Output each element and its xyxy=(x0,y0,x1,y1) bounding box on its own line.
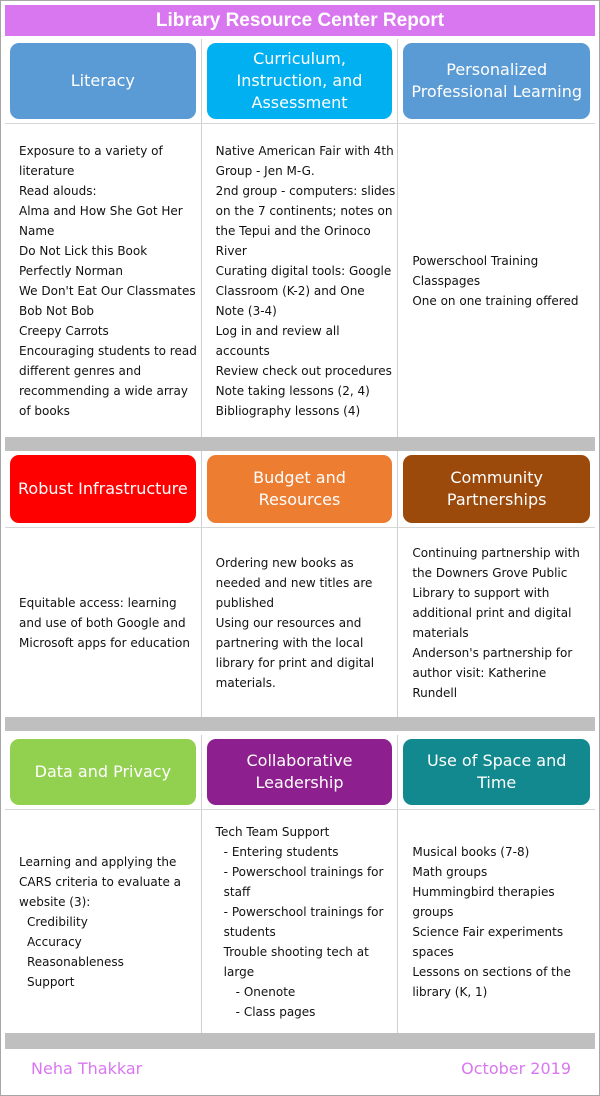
tile-cell xyxy=(202,451,399,527)
section-divider xyxy=(5,437,595,451)
content-line: Native American Fair with 4th Group - Jen M-G. xyxy=(215,143,394,178)
content-line: Alma and How She Got Her Name xyxy=(19,203,183,238)
content-list xyxy=(19,593,199,653)
section-1-content-row xyxy=(5,123,595,437)
content-line: Perfectly Norman xyxy=(19,263,123,278)
content-line: Accuracy xyxy=(27,934,82,949)
content-line: Review check out procedures xyxy=(215,363,392,378)
tile-robust-infrastructure: Robust Infrastructure xyxy=(10,455,196,523)
content-line: Musical books (7-8) xyxy=(412,844,530,859)
content-list xyxy=(412,251,578,311)
content-line: We Don't Eat Our Classmates xyxy=(19,283,196,298)
content-line: Support xyxy=(27,974,75,989)
content-line: Encouraging students to read different genres and recommending a wide array of books xyxy=(19,343,197,418)
tile-budget-and-resources: Budget and Resources xyxy=(207,455,393,523)
content-line: Reasonableness xyxy=(27,954,124,969)
content-line: Equitable access: learning and use of both Google and Microsoft apps for education xyxy=(19,595,190,650)
tile-cell xyxy=(202,39,399,123)
content-line: Bibliography lessons (4) xyxy=(215,403,361,418)
section-1-header-row xyxy=(5,39,595,123)
content-line: Read alouds: xyxy=(19,183,97,198)
content-line: - Entering students xyxy=(223,844,339,859)
content-list xyxy=(216,553,396,693)
content-line: - Onenote xyxy=(235,984,296,999)
section-divider xyxy=(5,1033,595,1049)
tile-cell xyxy=(398,451,595,527)
content-line: Science Fair experiments spaces xyxy=(412,924,564,959)
content-cell-budget xyxy=(202,528,399,717)
content-line: Tech Team Support xyxy=(215,824,330,839)
tile-curriculum-instruction-assessment: Curriculum, Instruction, and Assessment xyxy=(207,43,393,119)
content-cell-leadership xyxy=(202,810,399,1033)
content-line: Lessons on sections of the library (K, 1) xyxy=(412,964,571,999)
content-line: Creepy Carrots xyxy=(19,323,109,338)
tile-use-of-space-and-time: Use of Space and Time xyxy=(403,739,590,805)
content-line: Learning and applying the CARS criteria to evaluate a website (3): xyxy=(19,854,181,909)
content-line: Using our resources and partnering with the local library for print and digital materials. xyxy=(215,615,375,690)
content-line: Credibility xyxy=(27,914,88,929)
report-title: Library Resource Center Report xyxy=(5,5,595,36)
content-line: One on one training offered xyxy=(412,293,579,308)
content-line: Ordering new books as needed and new titles are published xyxy=(215,555,373,610)
section-3-content-row xyxy=(5,809,595,1033)
tile-personalized-professional-learning: Personalized Professional Learning xyxy=(403,43,590,119)
content-line: Trouble shooting tech at large xyxy=(223,944,369,979)
section-divider xyxy=(5,717,595,731)
content-cell-community xyxy=(398,528,595,717)
tile-data-and-privacy: Data and Privacy xyxy=(10,739,196,805)
content-line: Hummingbird therapies groups xyxy=(412,884,555,919)
tile-cell xyxy=(202,735,399,809)
footer-author: Neha Thakkar xyxy=(31,1059,143,1078)
content-list xyxy=(19,141,199,421)
content-line: - Powerschool trainings for students xyxy=(223,904,384,939)
content-line: Curating digital tools: Google Classroom (K-2) and One Note (3-4) xyxy=(215,263,392,318)
content-line: Do Not Lick this Book xyxy=(19,243,148,258)
content-cell-literacy xyxy=(5,124,202,437)
content-cell-space-time xyxy=(398,810,595,1033)
tile-cell xyxy=(398,39,595,123)
content-line: - Powerschool trainings for staff xyxy=(223,864,384,899)
content-line: Anderson's partnership for author visit: Katherine Rundell xyxy=(412,645,573,700)
content-line: Log in and review all accounts xyxy=(215,323,340,358)
footer-date: October 2019 xyxy=(461,1059,571,1078)
tile-cell xyxy=(5,735,202,809)
tile-cell xyxy=(398,735,595,809)
content-line: - Class pages xyxy=(235,1004,316,1019)
content-line: Bob Not Bob xyxy=(19,303,95,318)
tile-cell xyxy=(5,39,202,123)
tile-community-partnerships: Community Partnerships xyxy=(403,455,590,523)
footer xyxy=(5,1051,595,1089)
tile-cell xyxy=(5,451,202,527)
section-2-header-row xyxy=(5,451,595,527)
content-cell-curriculum xyxy=(202,124,399,437)
content-list xyxy=(412,842,593,1002)
content-line: Continuing partnership with the Downers Grove Public Library to support with additional print and digital materials xyxy=(412,545,580,640)
content-line: Note taking lessons (2, 4) xyxy=(215,383,370,398)
content-list xyxy=(412,543,593,703)
content-list xyxy=(216,822,396,1022)
tile-literacy: Literacy xyxy=(10,43,196,119)
content-list xyxy=(216,141,396,421)
section-2-content-row xyxy=(5,527,595,717)
tile-collaborative-leadership: Collaborative Leadership xyxy=(207,739,393,805)
content-cell-professional-learning xyxy=(398,124,595,437)
content-line: Math groups xyxy=(412,864,488,879)
content-line: Exposure to a variety of literature xyxy=(19,143,163,178)
section-3-header-row xyxy=(5,735,595,809)
content-line: 2nd group - computers: slides on the 7 continents; notes on the Tepui and the Orinoco River xyxy=(215,183,396,258)
content-list xyxy=(19,852,199,992)
content-line: Classpages xyxy=(412,273,481,288)
content-cell-data-privacy xyxy=(5,810,202,1033)
content-cell-infrastructure xyxy=(5,528,202,717)
content-line: Powerschool Training xyxy=(412,253,539,268)
